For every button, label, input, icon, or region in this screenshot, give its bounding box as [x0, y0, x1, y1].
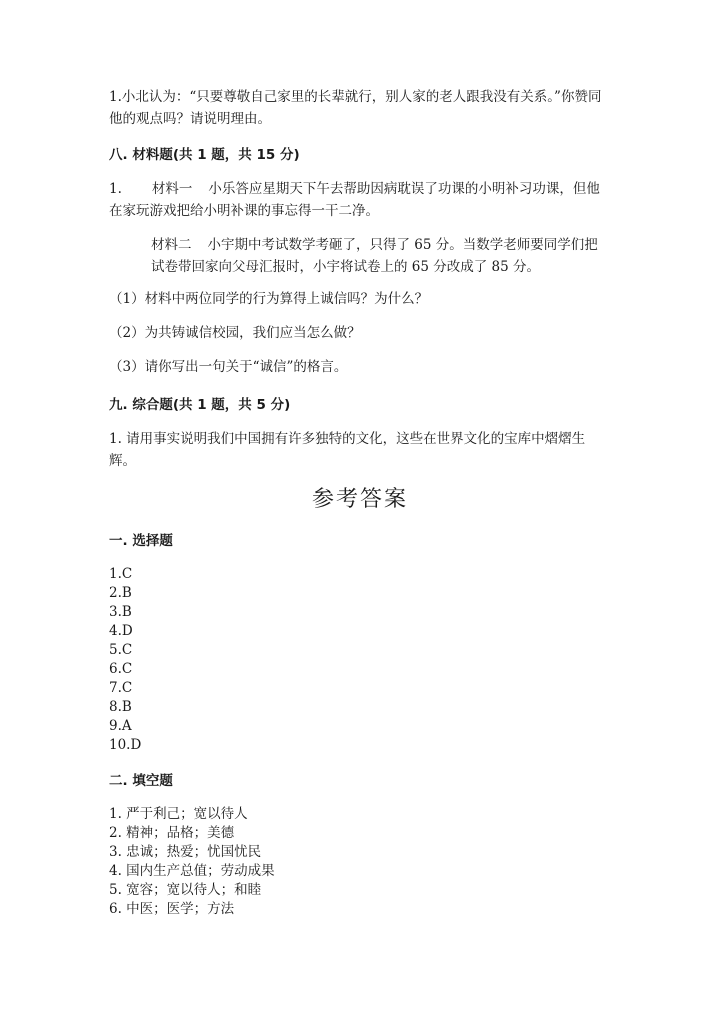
sub-question-2: （2）为共铸诚信校园，我们应当怎么做？: [109, 325, 361, 341]
list-item: 10.D: [109, 737, 142, 753]
list-item: 4. 国内生产总值；劳动成果: [109, 863, 275, 879]
question-number: 1.: [109, 89, 122, 105]
material-1-label: 材料一: [151, 181, 193, 197]
sub-question-3: （3）请你写出一句关于“诚信”的格言。: [109, 359, 348, 375]
list-item: 5.C: [109, 642, 133, 658]
section-heading-comprehensive: 九. 综合题(共 1 题，共 5 分): [109, 397, 291, 413]
question-7-item-1: [109, 86, 609, 130]
sub-question-1: （1）材料中两位同学的行为算得上诚信吗？为什么？: [109, 291, 429, 307]
list-item: 6.C: [109, 661, 133, 677]
answer-heading-choice: 一. 选择题: [109, 533, 173, 549]
question-9-item-1: 1. 请用事实说明我们中国拥有许多独特的文化，这些在世界文化的宝库中熠熠生辉。: [109, 431, 586, 469]
fill-answer-list: [109, 805, 509, 919]
choice-answer-list: [109, 565, 509, 755]
list-item: 3. 忠诚；热爱；忧国忧民: [109, 844, 262, 860]
material-2-label: 材料二: [151, 237, 192, 253]
list-item: 8.B: [109, 699, 132, 715]
question-text: 小北认为：“只要尊敬自己家里的长辈就行，别人家的老人跟我没有关系。”你赞同他的观点吗？请说明理由。: [109, 89, 602, 127]
list-item: 6. 中医；医学；方法: [109, 901, 235, 917]
list-item: 5. 宽容；宽以待人；和睦: [109, 882, 262, 898]
section-heading-materials: 八. 材料题(共 1 题，共 15 分): [109, 147, 300, 163]
list-item: 1.C: [109, 566, 133, 582]
list-item: 4.D: [109, 623, 133, 639]
question-number: 1.: [109, 181, 122, 197]
material-2: [109, 234, 609, 278]
list-item: 7.C: [109, 680, 133, 696]
material-1-text: 小乐答应星期天下午去帮助因病耽误了功课的小明补习功课，但他在家玩游戏把给小明补课的事忘得一干二净。: [109, 181, 600, 219]
list-item: 2.B: [109, 585, 132, 601]
list-item: 2. 精神；品格；美德: [109, 825, 235, 841]
material-2-text: 小宇期中考试数学考砸了，只得了 65 分。当数学老师要同学们把试卷带回家向父母汇报时，小宇将试卷上的 65 分改成了 85 分。: [151, 237, 598, 275]
material-1: [109, 178, 609, 222]
answer-heading-fill: 二. 填空题: [109, 773, 173, 789]
answer-key-title: 参考答案: [311, 487, 408, 512]
list-item: 9.A: [109, 718, 132, 734]
list-item: 3.B: [109, 604, 132, 620]
list-item: 1. 严于利己；宽以待人: [109, 806, 248, 822]
